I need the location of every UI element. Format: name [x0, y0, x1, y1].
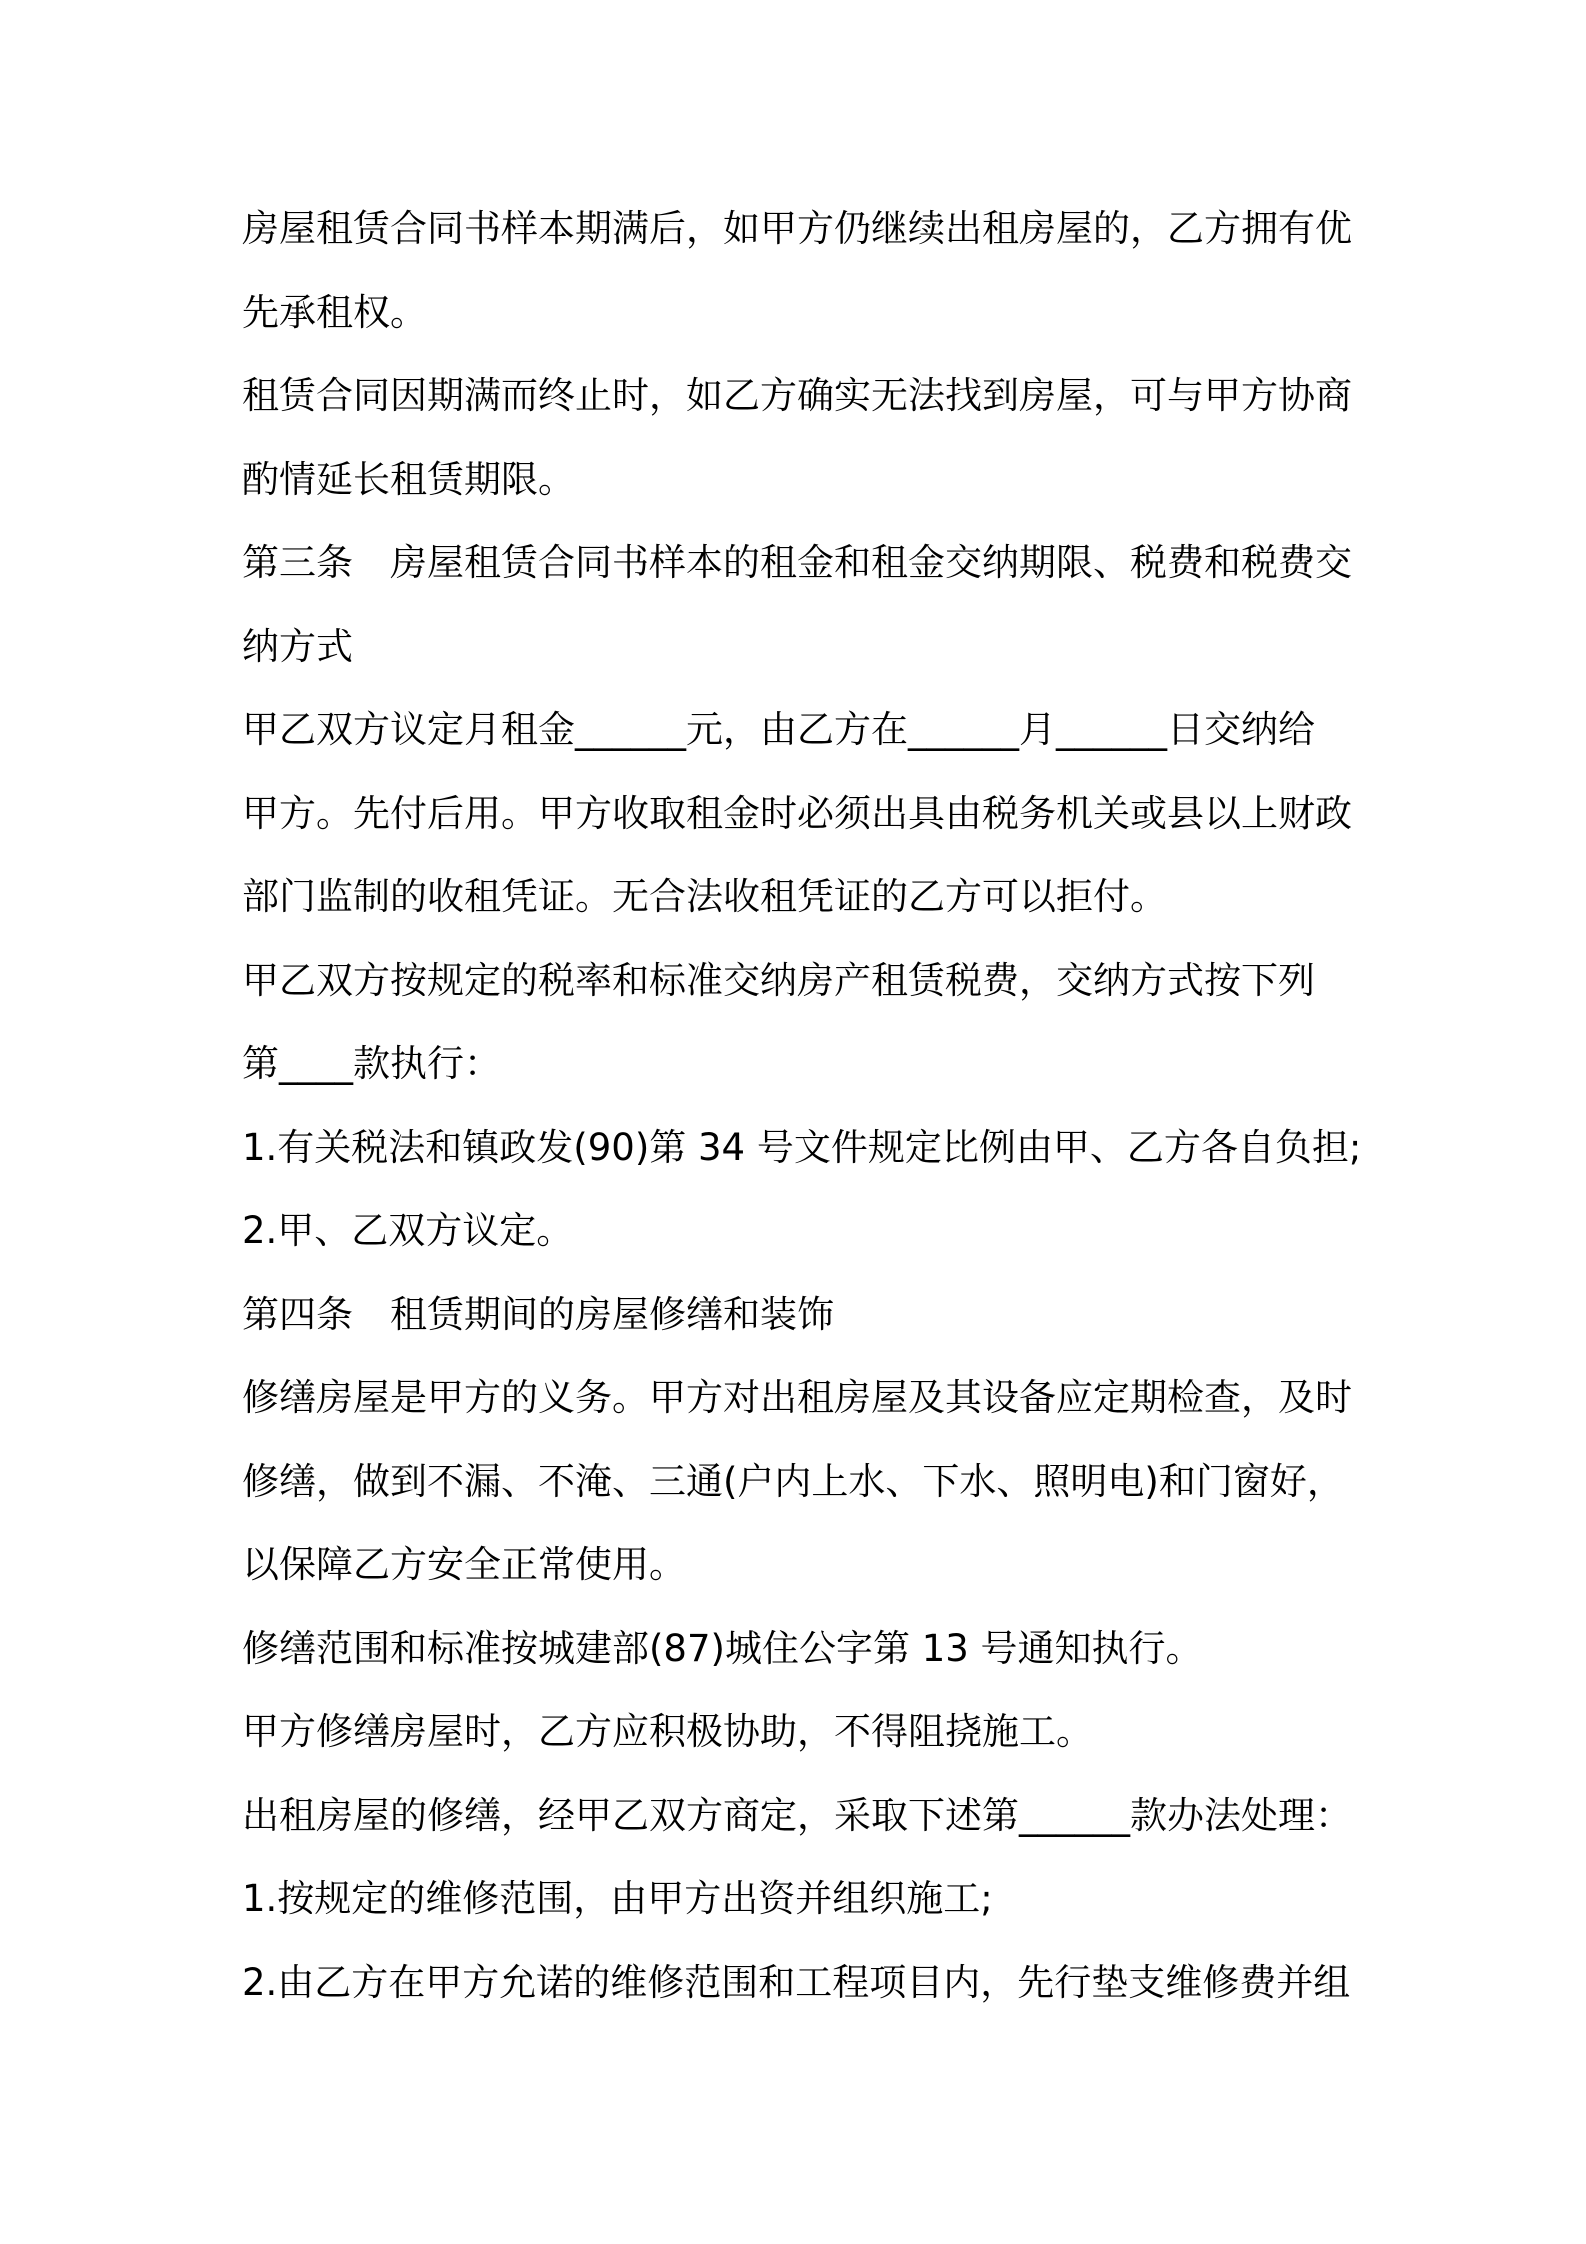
text-line: 甲乙双方按规定的税率和标准交纳房产租赁税费，交纳方式按下列	[242, 958, 1315, 1002]
document-body	[242, 196, 1362, 2033]
article-3-heading-cont: 纳方式	[242, 624, 353, 668]
text-line: 甲方。先付后用。甲方收取租金时必须出具由税务机关或县以上财政	[242, 791, 1352, 835]
text-line: 甲方修缮房屋时，乙方应积极协助，不得阻挠施工。	[242, 1710, 1093, 1753]
text-line: 修缮范围和标准按城建部(87)城住公字第 13 号通知执行。	[242, 1626, 1203, 1670]
list-item: 1.有关税法和镇政发(90)第 34 号文件规定比例由甲、乙方各自负担;	[242, 1125, 1362, 1169]
text-line: 先承租权。	[242, 290, 427, 334]
text-line: 以保障乙方安全正常使用。	[242, 1543, 686, 1586]
text-line: 修缮房屋是甲方的义务。甲方对出租房屋及其设备应定期检查，及时	[242, 1376, 1352, 1419]
list-item: 2.甲、乙双方议定。	[242, 1209, 574, 1252]
text-line: 出租房屋的修缮，经甲乙双方商定，采取下述第______款办法处理：	[242, 1793, 1352, 1837]
text-line: 甲乙双方议定月租金______元，由乙方在______月______日交纳给	[242, 708, 1315, 751]
article-3-heading: 第三条 房屋租赁合同书样本的租金和租金交纳期限、税费和税费交	[242, 541, 1352, 584]
text-line: 部门监制的收租凭证。无合法收租凭证的乙方可以拒付。	[242, 875, 1167, 918]
list-item: 1.按规定的维修范围，由甲方出资并组织施工;	[242, 1877, 993, 1920]
text-line: 租赁合同因期满而终止时，如乙方确实无法找到房屋，可与甲方协商	[242, 374, 1352, 417]
text-line: 酌情延长租赁期限。	[242, 457, 575, 501]
text-line: 房屋租赁合同书样本期满后，如甲方仍继续出租房屋的，乙方拥有优	[242, 207, 1352, 250]
list-item: 2.由乙方在甲方允诺的维修范围和工程项目内，先行垫支维修费并组	[242, 1960, 1351, 2004]
text-line: 修缮，做到不漏、不淹、三通(户内上水、下水、照明电)和门窗好，	[242, 1459, 1344, 1503]
article-4-heading: 第四条 租赁期间的房屋修缮和装饰	[242, 1292, 834, 1336]
text-line: 第____款执行：	[242, 1042, 501, 1085]
